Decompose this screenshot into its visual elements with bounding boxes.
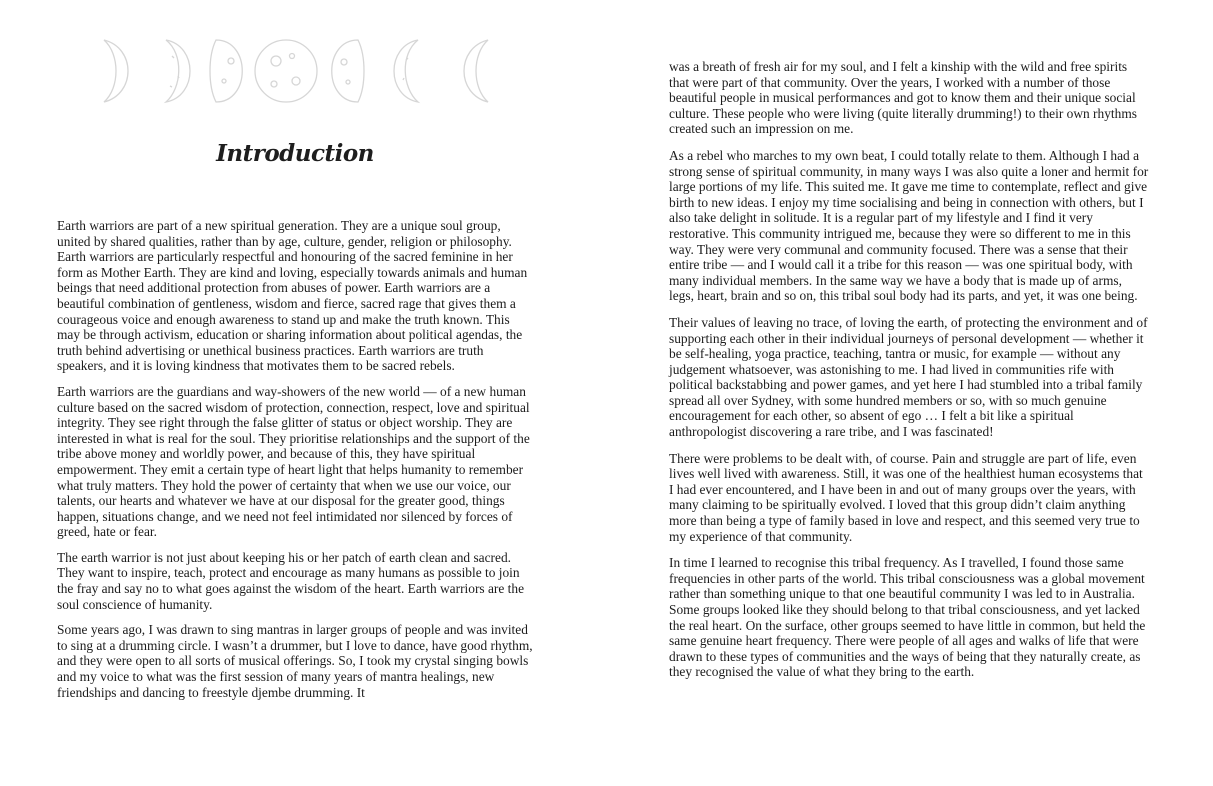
right-page <box>606 0 1213 786</box>
moon-phases-graphic <box>96 36 496 106</box>
left-page <box>0 0 606 786</box>
paragraph: Earth warriors are part of a new spiritual generation. They are a unique soul group, united by shared qualities, rather than by age, culture, gender, religion or philosophy. Earth warriors are particularly respectful and honouring of the sacred feminine in her form as Mother Earth. They are kind and loving, especially towards animals and human beings that need additional protection from abuses of power. Earth warriors are a beautiful combination of gentleness, wisdom and fierce, sacred rage that gives them a courageous voice and enough awareness to stand up and make the truth known. This may be through activism, education or sharing information about political agendas, the truth behind advertising or unethical business practices. Earth warriors are truth speakers, and it is loving kindness that motivates them to be sacred rebels. <box>57 218 528 374</box>
chapter-title: Introduction <box>216 140 374 167</box>
right-text-column <box>669 59 1149 691</box>
paragraph: was a breath of fresh air for my soul, and I felt a kinship with the wild and free spirits that were part of that community. Over the years, I worked with a number of those beautiful people in musical performances and got to know them and their unique social culture. These people who were living (quite literally drumming!) to their own rhythms created such an impression on me. <box>669 59 1137 137</box>
paragraph: There were problems to be dealt with, of course. Pain and struggle are part of life, even lives well lived with awareness. Still, it was one of the healthiest human ecosystems that I had ever encountered, and I have been in and out of many groups over the years, with many claiming to be spiritually evolved. I loved that this group didn’t claim anything more than being a type of family based in love and respect, and this seemed very true to my experience of that community. <box>669 450 1143 544</box>
paragraph: Their values of leaving no trace, of loving the earth, of protecting the environment and of supporting each other in their individual journeys of personal development — whether it be self-healing, yoga practice, teaching, tantra or music, for example — without any judgement whatsoever, was astonishing to me. I had lived in communities rife with political backstabbing and power games, and yet here I had stumbled into a tribal family spread all over Sydney, with some hundred members or so, with so much genuine encouragement for each other, so absent of ego … I felt a bit like a spiritual anthropologist discovering a rare tribe, and I was fascinated! <box>669 314 1148 440</box>
paragraph: The earth warrior is not just about keeping his or her patch of earth clean and sacred. They want to inspire, teach, protect and encourage as many humans as possible to join the fray and say no to what goes against the wisdom of the heart. Earth warriors are the soul conscience of humanity. <box>57 549 525 612</box>
paragraph: Some years ago, I was drawn to sing mantras in larger groups of people and was invited to sing at a drumming circle. I wasn’t a drummer, but I love to dance, have good rhythm, and they were open to all sorts of musical offerings. So, I took my crystal singing bowls and my voice to what was the first session of many years of mantra healings, new friendships and dancing to freestyle djembe drumming. It <box>57 622 533 700</box>
paragraph: In time I learned to recognise this tribal frequency. As I travelled, I found those same frequencies in other parts of the world. This tribal consciousness was a global movement rather than something unique to that one beautiful community I was led to in Australia. Some groups looked like they should belong to that tribal consciousness, and yet lacked the real heart. On the surface, other groups seemed to have little in common, but held the same genuine heart frequency. There were people of all ages and walks of life that were drawn to these types of communities and the ways of being that they naturally create, as they recognised the value of what they bring to the earth. <box>669 555 1146 680</box>
left-text-column <box>57 218 535 710</box>
moon-phases-ornament <box>96 36 496 106</box>
paragraph: As a rebel who marches to my own beat, I could totally relate to them. Although I had a strong sense of spiritual community, in many ways I was also quite a loner and hermit for large portions of my life. This suited me. It gave me time to contemplate, reflect and give birth to new ideas. I enjoy my time socialising and being in connection with others, but I also take delight in solitude. It is a regular part of my lifestyle and I find it very restorative. This community intrigued me, because they were so different to me in this way. They were very communal and community focused. There was a sense that their entire tribe — and I would call it a tribe for this reason — was one spiritual body, with many individual members. In the same way we have a body that is made up of arms, legs, heart, brain and so on, this tribal soul body had its parts, and yet, it was one being. <box>669 147 1149 304</box>
paragraph: Earth warriors are the guardians and way-showers of the new world — of a new human culture based on the sacred wisdom of protection, connection, respect, love and spiritual integrity. They see right through the false glitter of status or object worship. They are interested in what is real for the soul. They prioritise relationships and the support of the tribe above money and worldly power, and because of this, they have spiritual empowerment. They emit a certain type of heart light that helps humanity to remember what truly matters. They hold the power of certainty that when we use our voice, our talents, our hearts and whatever we have at our disposal for the greater good, things happen, situations change, and we need not feel intimidated nor silenced by forces of greed, hate or fear. <box>57 383 530 540</box>
